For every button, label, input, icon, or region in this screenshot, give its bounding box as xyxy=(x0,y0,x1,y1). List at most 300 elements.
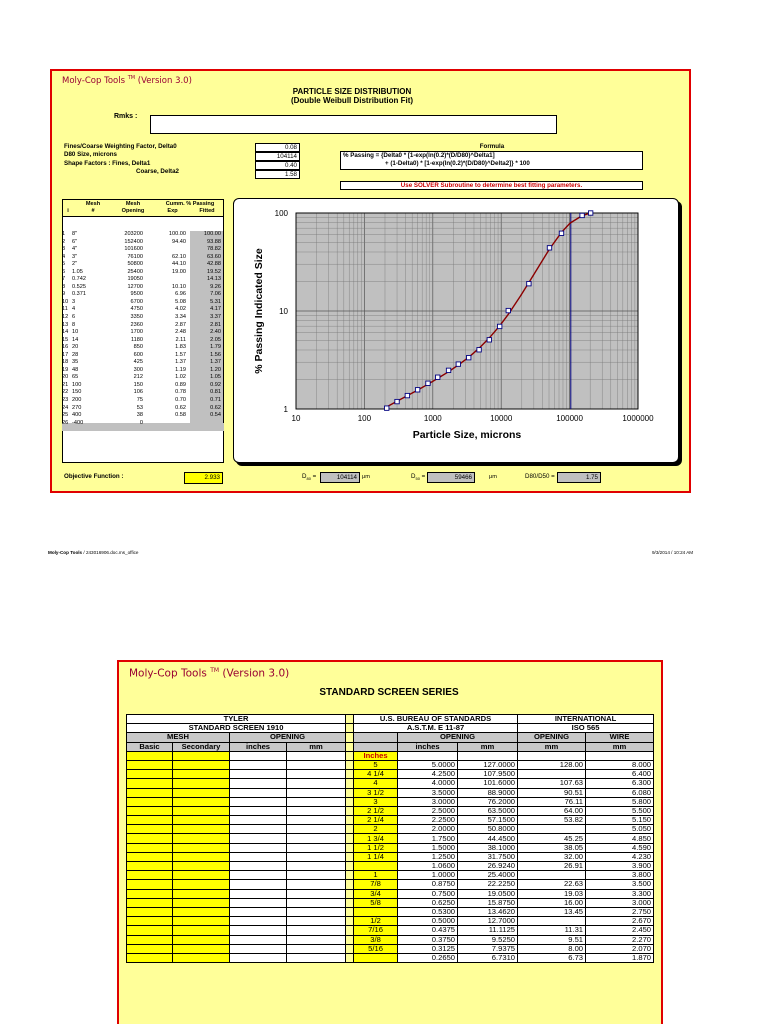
iso-opening-value: 45.25 xyxy=(518,834,586,843)
empty-input-cell[interactable] xyxy=(287,825,346,834)
wire-mm-header: mm xyxy=(586,742,654,751)
empty-input-cell[interactable] xyxy=(127,797,173,806)
empty-input-cell[interactable] xyxy=(173,760,230,769)
empty-input-cell[interactable] xyxy=(287,834,346,843)
empty-input-cell[interactable] xyxy=(230,834,287,843)
mm-value: 13.4620 xyxy=(458,907,518,916)
inches-value: 2.0000 xyxy=(398,825,458,834)
experimental-point xyxy=(497,324,501,328)
experimental-point xyxy=(395,399,399,403)
inches-value: 0.7500 xyxy=(398,889,458,898)
designation: 4 1/4 xyxy=(354,770,398,779)
header-fitted: Fitted xyxy=(199,208,215,214)
empty-input-cell[interactable] xyxy=(173,871,230,880)
empty-input-cell[interactable] xyxy=(287,862,346,871)
empty-input-cell[interactable] xyxy=(173,770,230,779)
row-exp[interactable]: 1.19 xyxy=(175,366,186,373)
row-exp[interactable]: 0.70 xyxy=(175,397,186,404)
header-mesh xyxy=(76,201,110,215)
row-mesh: 100 xyxy=(72,381,82,388)
empty-input-cell[interactable] xyxy=(287,880,346,889)
d50-footer-sub: 50 xyxy=(415,476,420,482)
row-fitted: 0.62 xyxy=(210,404,221,411)
mm-value: 88.9000 xyxy=(458,788,518,797)
row-fitted: 7.06 xyxy=(210,291,221,298)
row-exp[interactable]: 100.00 xyxy=(168,231,186,237)
parameter-values xyxy=(255,143,300,179)
row-opening: 1700 xyxy=(130,329,143,336)
iso-opening-value: 19.03 xyxy=(518,889,586,898)
empty-input-cell[interactable] xyxy=(173,852,230,861)
row-exp[interactable]: 0.78 xyxy=(175,389,186,396)
experimental-point xyxy=(436,375,440,379)
footer-right: 9/3/2014 / 10:24 AM xyxy=(652,550,694,555)
empty-input-cell[interactable] xyxy=(230,779,287,788)
solver-note: Use SOLVER Subroutine to determine best fitting parameters. xyxy=(340,181,643,190)
empty-input-cell[interactable] xyxy=(127,806,173,815)
parameter-labels xyxy=(64,143,179,177)
tyler-header-1: TYLER xyxy=(127,715,346,724)
empty-input-cell[interactable] xyxy=(127,898,173,907)
empty-input-cell[interactable] xyxy=(173,935,230,944)
empty-input-cell[interactable] xyxy=(287,889,346,898)
x-tick-label: 1000000 xyxy=(622,414,654,423)
empty-input-cell[interactable] xyxy=(230,825,287,834)
empty-input-cell[interactable] xyxy=(127,907,173,916)
empty-input-cell[interactable] xyxy=(173,834,230,843)
empty-input-cell[interactable] xyxy=(127,834,173,843)
empty-input-cell[interactable] xyxy=(230,760,287,769)
row-exp[interactable]: 2.48 xyxy=(175,329,186,336)
mm-value: 11.1125 xyxy=(458,926,518,935)
empty-input-cell[interactable] xyxy=(230,843,287,852)
intl-header-1: INTERNATIONAL xyxy=(518,715,654,724)
empty-input-cell[interactable] xyxy=(173,779,230,788)
iso-mm-header: mm xyxy=(518,742,586,751)
d50-unit: μm xyxy=(489,474,497,480)
empty-input-cell[interactable] xyxy=(230,770,287,779)
empty-input-cell[interactable] xyxy=(287,760,346,769)
iso-opening-value: 107.63 xyxy=(518,779,586,788)
empty-input-cell[interactable] xyxy=(287,816,346,825)
row-fitted: 1.05 xyxy=(210,374,221,381)
empty-input-cell[interactable] xyxy=(230,816,287,825)
empty-input-cell[interactable] xyxy=(230,944,287,953)
row-fitted: 78.82 xyxy=(207,246,221,253)
row-mesh: 10 xyxy=(72,329,79,336)
row-exp[interactable]: 1.02 xyxy=(175,374,186,381)
row-index: 6 xyxy=(62,268,66,275)
empty-input-cell[interactable] xyxy=(127,843,173,852)
iso-opening-value: 76.11 xyxy=(518,797,586,806)
row-opening: 0 xyxy=(139,419,143,426)
empty-input-cell[interactable] xyxy=(287,843,346,852)
row-opening: 106 xyxy=(133,389,143,396)
x-tick-label: 100 xyxy=(357,414,372,423)
mm-value: 50.8000 xyxy=(458,825,518,834)
designation: 2 1/2 xyxy=(354,806,398,815)
empty-input-cell[interactable] xyxy=(173,926,230,935)
empty-input-cell[interactable] xyxy=(287,871,346,880)
formula-line-1: % Passing = {Delta0 * [1-exp(ln(0.2)*(D/D80)^Delta1] xyxy=(343,152,495,159)
ratio-value: 1.75 xyxy=(557,472,601,483)
empty-input-cell[interactable] xyxy=(230,862,287,871)
empty-input-cell[interactable] xyxy=(127,953,173,962)
experimental-point xyxy=(385,406,389,410)
row-opening: 9500 xyxy=(130,291,143,298)
row-mesh: 0.371 xyxy=(72,291,86,298)
row-index: 19 xyxy=(62,366,69,373)
row-index: 4 xyxy=(62,253,66,260)
screen-row xyxy=(127,917,654,926)
row-exp[interactable] xyxy=(152,246,186,254)
empty-input-cell[interactable] xyxy=(230,898,287,907)
row-exp[interactable] xyxy=(152,276,186,284)
mm-value: 15.8750 xyxy=(458,898,518,907)
wire-value: 4.850 xyxy=(586,834,654,843)
empty-input-cell[interactable] xyxy=(230,907,287,916)
wire-value: 6.400 xyxy=(586,770,654,779)
empty-input-cell[interactable] xyxy=(173,917,230,926)
designation: 2 1/4 xyxy=(354,816,398,825)
empty-input-cell[interactable] xyxy=(173,862,230,871)
empty-input-cell[interactable] xyxy=(230,788,287,797)
row-exp[interactable]: 5.08 xyxy=(175,298,186,305)
screen-row xyxy=(127,871,654,880)
row-index: 18 xyxy=(62,359,69,366)
empty-input-cell[interactable] xyxy=(287,797,346,806)
sheet-subtitle: (Double Weibull Distribution Fit) xyxy=(290,96,414,105)
row-index: 16 xyxy=(62,344,69,351)
row-exp[interactable]: 94.40 xyxy=(172,238,186,245)
x-axis-title: Particle Size, microns xyxy=(412,429,522,441)
empty-input-cell[interactable] xyxy=(127,852,173,861)
row-opening: 12700 xyxy=(127,283,143,290)
row-fitted: 3.37 xyxy=(210,314,221,321)
row-exp[interactable]: 2.11 xyxy=(175,336,186,343)
row-index: 2 xyxy=(62,238,66,245)
d50-footer-label: $D_{50}$ = xyxy=(411,473,426,482)
row-exp[interactable]: 1.37 xyxy=(175,359,186,366)
row-exp[interactable]: 2.87 xyxy=(175,321,186,328)
experimental-point xyxy=(506,308,510,312)
empty-input-cell[interactable] xyxy=(127,935,173,944)
empty-input-cell[interactable] xyxy=(127,880,173,889)
y-axis-title: % Passing Indicated Size xyxy=(253,248,265,374)
delta0-label: Fines/Coarse Weighting Factor, Delta0 xyxy=(64,143,177,150)
row-opening: 38 xyxy=(136,412,143,419)
row-opening: 150 xyxy=(133,381,143,388)
brand-header xyxy=(62,75,192,86)
screen-row xyxy=(127,788,654,797)
empty-input-cell[interactable] xyxy=(287,788,346,797)
empty-input-cell[interactable] xyxy=(127,862,173,871)
designation: 4 xyxy=(354,779,398,788)
empty-input-cell[interactable] xyxy=(173,843,230,852)
empty-input-cell[interactable] xyxy=(127,917,173,926)
mm-value: 38.1000 xyxy=(458,843,518,852)
empty-input-cell[interactable] xyxy=(127,816,173,825)
empty-input-cell[interactable] xyxy=(173,825,230,834)
inches-tag: Inches xyxy=(354,751,398,760)
empty-input-cell[interactable] xyxy=(173,880,230,889)
header-opening-line1: Mesh xyxy=(125,201,141,207)
objective-value[interactable]: 2.933 xyxy=(184,472,223,484)
trademark: TM xyxy=(127,75,136,81)
designation: 1/2 xyxy=(354,917,398,926)
empty-input-cell[interactable] xyxy=(230,880,287,889)
row-fitted: 1.37 xyxy=(210,359,221,366)
empty-input-cell[interactable] xyxy=(287,852,346,861)
row-opening: 2360 xyxy=(130,321,143,328)
row-mesh: 20 xyxy=(72,344,79,351)
row-index: 13 xyxy=(62,321,69,328)
wire-value: 3.300 xyxy=(586,889,654,898)
d80-unit: μm xyxy=(362,474,370,480)
empty-input-cell[interactable] xyxy=(287,953,346,962)
designation xyxy=(354,907,398,916)
basic-header: Basic xyxy=(127,742,173,751)
inches-value: 0.2650 xyxy=(398,953,458,962)
empty-input-cell[interactable] xyxy=(127,770,173,779)
empty-input-cell[interactable] xyxy=(287,779,346,788)
inches-value: 5.0000 xyxy=(398,760,458,769)
trademark-2: TM xyxy=(210,667,220,674)
row-exp[interactable]: 19.00 xyxy=(172,268,186,275)
version-label: (Version 3.0) xyxy=(137,75,192,86)
header-mesh-line1: Mesh xyxy=(85,201,101,207)
iso-opening-value: 13.45 xyxy=(518,907,586,916)
brand-header-2 xyxy=(129,667,289,680)
empty-input-cell[interactable] xyxy=(127,825,173,834)
row-mesh: 35 xyxy=(72,359,79,366)
iso-opening-value xyxy=(518,871,586,880)
screen-row xyxy=(127,779,654,788)
iso-opening-value: 128.00 xyxy=(518,760,586,769)
empty-input-cell[interactable] xyxy=(127,760,173,769)
empty-input-cell[interactable] xyxy=(173,816,230,825)
empty-input-cell[interactable] xyxy=(287,907,346,916)
remarks-label: Rmks : xyxy=(114,113,138,120)
inches-value: 2.5000 xyxy=(398,806,458,815)
iso-opening-value xyxy=(518,917,586,926)
empty-input-cell[interactable] xyxy=(287,898,346,907)
screen-row xyxy=(127,760,654,769)
designation: 3/8 xyxy=(354,935,398,944)
row-exp[interactable]: 0.89 xyxy=(175,381,186,388)
designation: 5/16 xyxy=(354,944,398,953)
row-opening: 300 xyxy=(133,366,143,373)
delta1-input[interactable]: 0.40 xyxy=(255,161,300,170)
designation: 5 xyxy=(354,760,398,769)
empty-input-cell[interactable] xyxy=(127,788,173,797)
row-opening: 25400 xyxy=(127,268,143,275)
experimental-point xyxy=(477,348,481,352)
empty-input-cell[interactable] xyxy=(173,953,230,962)
row-mesh: 2" xyxy=(72,261,78,268)
empty-input-cell[interactable] xyxy=(127,926,173,935)
empty-input-cell[interactable] xyxy=(287,770,346,779)
experimental-point xyxy=(405,393,409,397)
inches-value: 0.3750 xyxy=(398,935,458,944)
empty-input-cell[interactable] xyxy=(173,889,230,898)
x-tick-label: 100000 xyxy=(556,414,583,423)
inches-value: 3.0000 xyxy=(398,797,458,806)
row-exp[interactable]: 10.10 xyxy=(172,283,186,290)
row-exp[interactable]: 0.62 xyxy=(175,404,186,411)
empty-input-cell[interactable] xyxy=(230,871,287,880)
experimental-point xyxy=(415,388,419,392)
row-index: 25 xyxy=(62,412,69,419)
col-fitted xyxy=(190,231,221,427)
experimental-point xyxy=(467,355,471,359)
iso-opening-value: 64.00 xyxy=(518,806,586,815)
inches-value: 4.0000 xyxy=(398,779,458,788)
row-mesh: 200 xyxy=(72,397,82,404)
screen-row xyxy=(127,944,654,953)
empty-input-cell[interactable] xyxy=(173,944,230,953)
formula-title: Formula xyxy=(479,143,505,150)
row-exp[interactable]: 44.10 xyxy=(172,261,186,268)
wire-value: 5.050 xyxy=(586,825,654,834)
designation: 1 xyxy=(354,871,398,880)
row-exp[interactable]: 0.58 xyxy=(175,412,186,419)
remarks-input[interactable] xyxy=(150,115,557,134)
screen-row xyxy=(127,770,654,779)
empty-input-cell[interactable] xyxy=(173,898,230,907)
delta0-input[interactable]: 0.08 xyxy=(255,143,300,152)
designation: 3 1/2 xyxy=(354,788,398,797)
ratio-label: D80/D50 = xyxy=(525,473,555,480)
row-fitted xyxy=(190,420,221,428)
row-index: 21 xyxy=(62,381,69,388)
iso-opening-value: 16.00 xyxy=(518,898,586,907)
empty-input-cell[interactable] xyxy=(287,926,346,935)
empty-input-cell[interactable] xyxy=(230,917,287,926)
empty-input-cell[interactable] xyxy=(173,907,230,916)
row-index: 14 xyxy=(62,329,69,336)
inches-value: 1.0600 xyxy=(398,862,458,871)
tyler-inches-header: inches xyxy=(230,742,287,751)
row-opening: 600 xyxy=(133,351,143,358)
experimental-point xyxy=(580,213,584,217)
empty-input-cell[interactable] xyxy=(127,779,173,788)
table-header xyxy=(62,199,224,217)
screen-row xyxy=(127,797,654,806)
header-exp: Exp xyxy=(167,208,178,214)
d80-label: D80 Size, microns xyxy=(64,151,117,159)
row-index: 11 xyxy=(62,306,68,313)
screen-series-sheet xyxy=(117,660,663,1024)
empty-input-cell[interactable] xyxy=(230,806,287,815)
designation: 1 1/4 xyxy=(354,852,398,861)
wire-value: 2.070 xyxy=(586,944,654,953)
empty-input-cell[interactable] xyxy=(127,871,173,880)
row-fitted: 0.81 xyxy=(210,389,221,396)
inches-value: 0.6250 xyxy=(398,898,458,907)
row-fitted: 42.88 xyxy=(207,261,221,268)
row-exp[interactable] xyxy=(152,420,186,428)
iso-opening-value: 26.91 xyxy=(518,862,586,871)
row-exp[interactable]: 62.10 xyxy=(172,253,186,260)
d80-input[interactable]: 104114 xyxy=(255,152,300,161)
formula-box xyxy=(340,151,643,170)
row-exp[interactable]: 6.96 xyxy=(175,291,186,298)
empty-input-cell[interactable] xyxy=(230,953,287,962)
wire-value: 5.500 xyxy=(586,806,654,815)
empty-input-cell[interactable] xyxy=(230,889,287,898)
wire-value: 2.750 xyxy=(586,907,654,916)
empty-input-cell[interactable] xyxy=(287,944,346,953)
row-fitted: 14.13 xyxy=(207,276,221,283)
inches-value: 2.2500 xyxy=(398,816,458,825)
experimental-point xyxy=(456,362,460,366)
designation xyxy=(354,862,398,871)
designation: 7/8 xyxy=(354,880,398,889)
experimental-point xyxy=(588,211,592,215)
y-tick-label: 10 xyxy=(279,307,288,316)
iso-opening-value: 22.63 xyxy=(518,880,586,889)
empty-input-cell[interactable] xyxy=(173,806,230,815)
mm-value: 44.4500 xyxy=(458,834,518,843)
col-exp xyxy=(152,231,186,427)
screen-row xyxy=(127,926,654,935)
empty-input-cell[interactable] xyxy=(127,889,173,898)
row-exp[interactable]: 3.34 xyxy=(175,314,186,321)
screen-row xyxy=(127,816,654,825)
inches-value: 1.5000 xyxy=(398,843,458,852)
experimental-point xyxy=(559,231,563,235)
empty-input-cell[interactable] xyxy=(127,944,173,953)
row-opening: 152400 xyxy=(124,238,143,245)
delta1-label: Shape Factors : Fines, Delta1 xyxy=(64,159,151,167)
inches-value: 1.7500 xyxy=(398,834,458,843)
empty-input-cell[interactable] xyxy=(287,917,346,926)
usb-header-2: A.S.T.M. E 11-87 xyxy=(354,724,518,733)
footer-brand: Moly-Cop Tools xyxy=(48,550,83,555)
tyler-mm-header: mm xyxy=(287,742,346,751)
wire-value: 1.870 xyxy=(586,953,654,962)
mm-value: 76.2000 xyxy=(458,797,518,806)
usb-mm-header: mm xyxy=(458,742,518,751)
row-opening: 76100 xyxy=(127,253,143,260)
iso-wire-header: WIRE xyxy=(586,733,654,742)
row-exp[interactable]: 1.83 xyxy=(175,344,186,351)
version-label-2: (Version 3.0) xyxy=(222,667,290,680)
empty-input-cell[interactable] xyxy=(230,852,287,861)
row-mesh: -400 xyxy=(72,419,84,426)
row-exp[interactable]: 1.57 xyxy=(175,351,186,358)
empty-input-cell[interactable] xyxy=(287,935,346,944)
screen-row xyxy=(127,806,654,815)
delta2-input[interactable]: 1.58 xyxy=(255,170,300,179)
empty-input-cell[interactable] xyxy=(287,806,346,815)
empty-input-cell[interactable] xyxy=(230,935,287,944)
inches-value: 0.4375 xyxy=(398,926,458,935)
empty-input-cell[interactable] xyxy=(173,788,230,797)
row-index: 17 xyxy=(62,351,69,358)
row-fitted: 5.31 xyxy=(210,298,221,305)
row-mesh: 150 xyxy=(72,389,82,396)
empty-input-cell[interactable] xyxy=(230,926,287,935)
row-exp[interactable]: 4.02 xyxy=(175,306,186,313)
empty-input-cell[interactable] xyxy=(230,797,287,806)
row-fitted: 100.00 xyxy=(203,231,221,237)
row-mesh: 48 xyxy=(72,366,79,373)
col-opening xyxy=(100,231,143,427)
psd-chart-svg xyxy=(234,199,678,462)
empty-input-cell[interactable] xyxy=(173,797,230,806)
